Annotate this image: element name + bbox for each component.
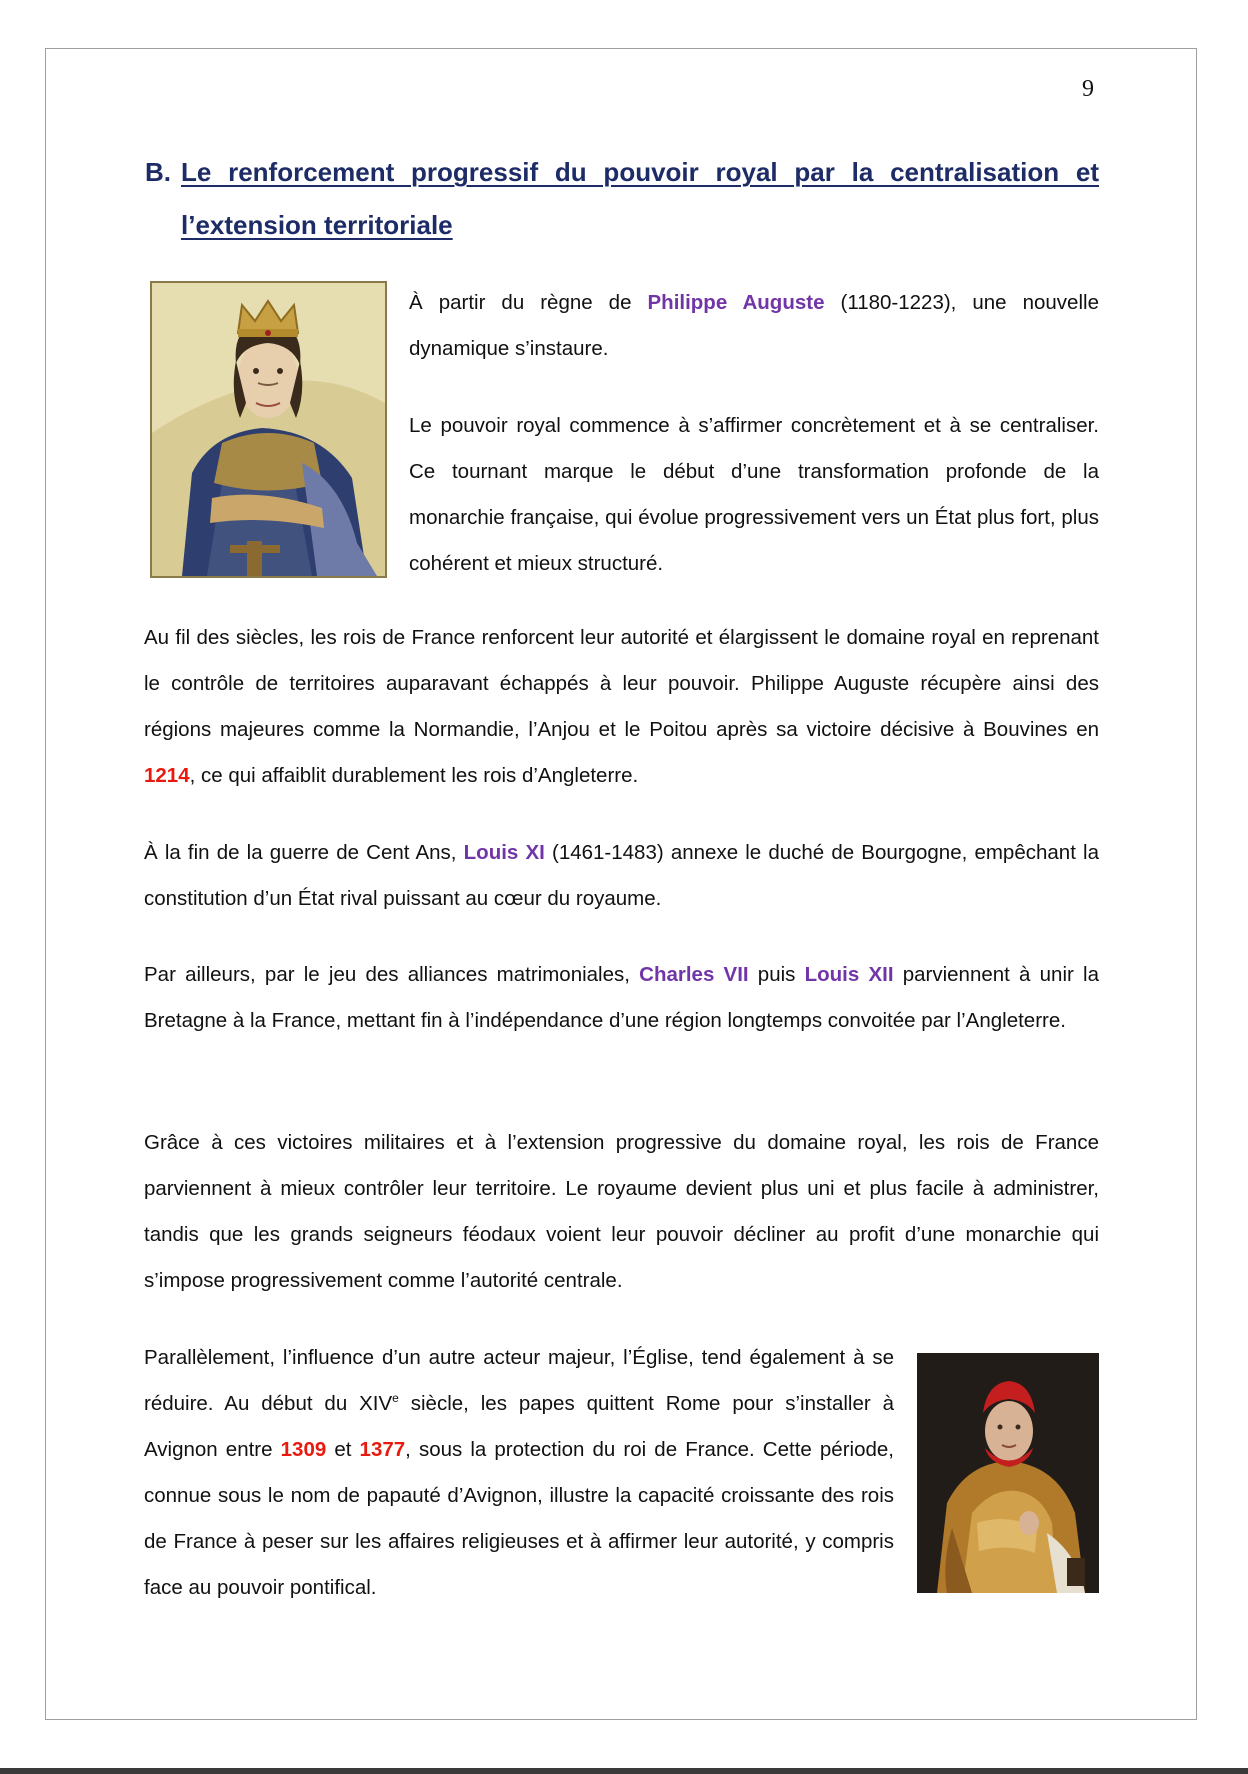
page-number: 9 bbox=[1082, 76, 1094, 102]
paragraph-bretagne-before: Par ailleurs, par le jeu des alliances matrimoniales, bbox=[144, 963, 640, 986]
king-portrait-image bbox=[152, 283, 385, 576]
paragraph-eglise-after: , sous la protection du roi de France. Cette période, connue sous le nom de papauté d’Avignon, illustre la capacité croissante des rois de France à peser sur les affaires religieuses et à affirmer leur autorité, y compris face au pouvoir pontifical. bbox=[144, 1438, 894, 1599]
paragraph-louis-xi-after: (1461-1483) annexe le duché de Bourgogne, empêchant la constitution d’un État rival puissant au cœur du royaume. bbox=[144, 841, 1099, 910]
century-superscript: e bbox=[392, 1391, 399, 1406]
name-philippe-auguste: Philippe Auguste bbox=[647, 291, 825, 314]
paragraph-eglise-middle1: siècle, les papes quittent Rome pour s’installer à Avignon entre bbox=[144, 1392, 894, 1461]
paragraph-intro bbox=[409, 280, 1099, 372]
year-1214: 1214 bbox=[144, 764, 190, 787]
paragraph-victoires: Grâce à ces victoires militaires et à l’extension progressive du domaine royal, les rois de France parviennent à mieux contrôler leur territoire. Le royaume devient plus uni et plus facile à administrer, tandis que les grands seigneurs féodaux voient leur pouvoir décliner au profit d’une monarchie qui s’impose progressivement comme l’autorité centrale. bbox=[144, 1131, 1099, 1292]
year-1377: 1377 bbox=[359, 1438, 406, 1461]
paragraph-eglise bbox=[144, 1335, 894, 1611]
name-louis-xii: Louis XII bbox=[804, 963, 894, 986]
paragraph-centralisation: Le pouvoir royal commence à s’affirmer concrètement et à se centraliser. Ce tournant marque le début d’une transformation profonde de la monarchie française, qui évolue progressivement vers un État plus fort, plus cohérent et mieux structuré. bbox=[409, 414, 1099, 575]
paragraph-domaine-before: Au fil des siècles, les rois de France renforcent leur autorité et élargissent le domaine royal en reprenant le contrôle de territoires auparavant échappés à leur pouvoir. Philippe Auguste récupère ainsi des régions majeures comme la Normandie, l’Anjou et le Poitou après sa victoire décisive à Bouvines en bbox=[144, 626, 1099, 741]
paragraph-louis-xi bbox=[144, 830, 1099, 922]
section-heading bbox=[145, 146, 1099, 252]
paragraph-eglise-before: Parallèlement, l’influence d’un autre acteur majeur, l’Église, tend également à se réduire. Au début du XIV bbox=[144, 1346, 894, 1415]
paragraph-intro-before: À partir du règne de bbox=[409, 291, 648, 314]
name-louis-xi: Louis XI bbox=[463, 841, 545, 864]
bottom-edge-bar bbox=[0, 1768, 1248, 1774]
paragraph-domaine-royal bbox=[144, 615, 1099, 799]
year-1309: 1309 bbox=[280, 1438, 327, 1461]
name-charles-vii: Charles VII bbox=[639, 963, 749, 986]
paragraph-bretagne-after: parviennent à unir la Bretagne à la France, mettant fin à l’indépendance d’une région longtemps convoitée par l’Angleterre. bbox=[144, 963, 1099, 1032]
paragraph-bretagne bbox=[144, 952, 1099, 1044]
paragraph-intro-after: (1180-1223), une nouvelle dynamique s’instaure. bbox=[409, 291, 1099, 360]
king-portrait-illustration bbox=[152, 283, 385, 576]
section-letter: B. bbox=[145, 157, 171, 187]
section-title: Le renforcement progressif du pouvoir royal par la centralisation et l’extension territoriale bbox=[181, 157, 1099, 240]
paragraph-bretagne-middle: puis bbox=[748, 963, 805, 986]
pope-portrait-illustration bbox=[917, 1353, 1099, 1593]
pope-portrait-image bbox=[917, 1353, 1099, 1593]
paragraph-domaine-after: , ce qui affaiblit durablement les rois d’Angleterre. bbox=[189, 764, 639, 787]
paragraph-eglise-middle2: et bbox=[326, 1438, 360, 1461]
paragraph-louis-xi-before: À la fin de la guerre de Cent Ans, bbox=[144, 841, 464, 864]
